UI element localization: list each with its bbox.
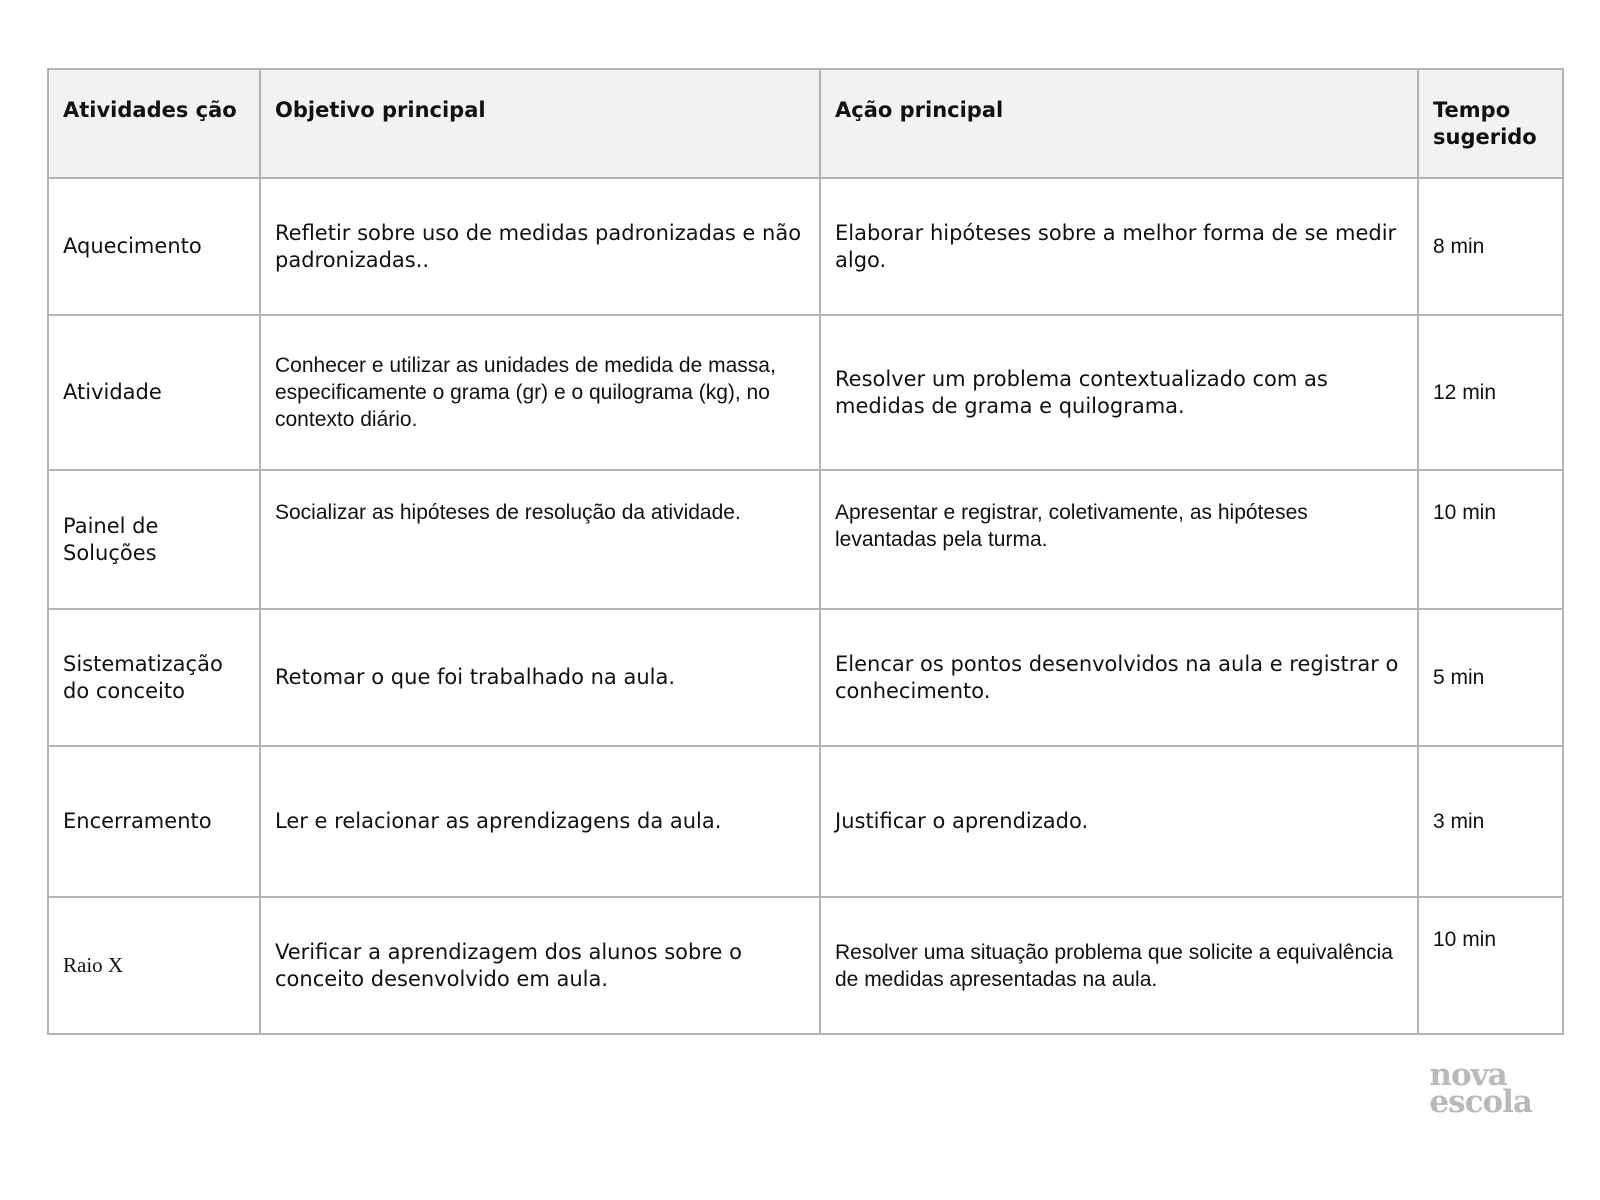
action-cell: Elaborar hipóteses sobre a melhor forma de se medir algo. [820, 178, 1418, 315]
table-row [48, 178, 1563, 315]
objective-cell: Refletir sobre uso de medidas padronizadas e não padronizadas.. [260, 178, 820, 315]
logo-line-2: escola [1429, 1084, 1532, 1120]
header-activities: Atividades ção [48, 69, 260, 178]
action-cell: Resolver uma situação problema que solicite a equivalência de medidas apresentadas na aula. [820, 897, 1418, 1034]
logo-line-1: nova [1429, 1057, 1507, 1093]
objective-cell: Socializar as hipóteses de resolução da atividade. [260, 470, 820, 609]
table-header-row [48, 69, 1563, 178]
activity-cell: Atividade [48, 315, 260, 470]
time-cell: 3 min [1418, 746, 1563, 897]
table-row [48, 315, 1563, 470]
time-cell: 12 min [1418, 315, 1563, 470]
header-action: Ação principal [820, 69, 1418, 178]
table-row [48, 746, 1563, 897]
objective-cell: Verificar a aprendizagem dos alunos sobre o conceito desenvolvido em aula. [260, 897, 820, 1034]
activity-cell: Aquecimento [48, 178, 260, 315]
table-row [48, 470, 1563, 609]
time-cell: 8 min [1418, 178, 1563, 315]
objective-cell: Conhecer e utilizar as unidades de medida de massa, especificamente o grama (gr) e o quilograma (kg), no contexto diário. [260, 315, 820, 470]
activity-cell: Sistematização do conceito [48, 609, 260, 746]
action-cell: Apresentar e registrar, coletivamente, as hipóteses levantadas pela turma. [820, 470, 1418, 609]
table-row [48, 609, 1563, 746]
action-cell: Justificar o aprendizado. [820, 746, 1418, 897]
activity-cell: Raio X [48, 897, 260, 1034]
action-cell: Resolver um problema contextualizado com as medidas de grama e quilograma. [820, 315, 1418, 470]
header-time: Tempo sugerido [1418, 69, 1563, 178]
time-cell: 10 min [1418, 897, 1563, 1034]
lesson-plan-table [47, 68, 1564, 1035]
table-row [48, 897, 1563, 1034]
action-cell: Elencar os pontos desenvolvidos na aula e registrar o conhecimento. [820, 609, 1418, 746]
header-objective: Objetivo principal [260, 69, 820, 178]
objective-cell: Retomar o que foi trabalhado na aula. [260, 609, 820, 746]
objective-cell: Ler e relacionar as aprendizagens da aula. [260, 746, 820, 897]
activity-cell: Encerramento [48, 746, 260, 897]
time-cell: 10 min [1418, 470, 1563, 609]
time-cell: 5 min [1418, 609, 1563, 746]
nova-escola-logo [1429, 1057, 1532, 1120]
activity-cell: Painel de Soluções [48, 470, 260, 609]
